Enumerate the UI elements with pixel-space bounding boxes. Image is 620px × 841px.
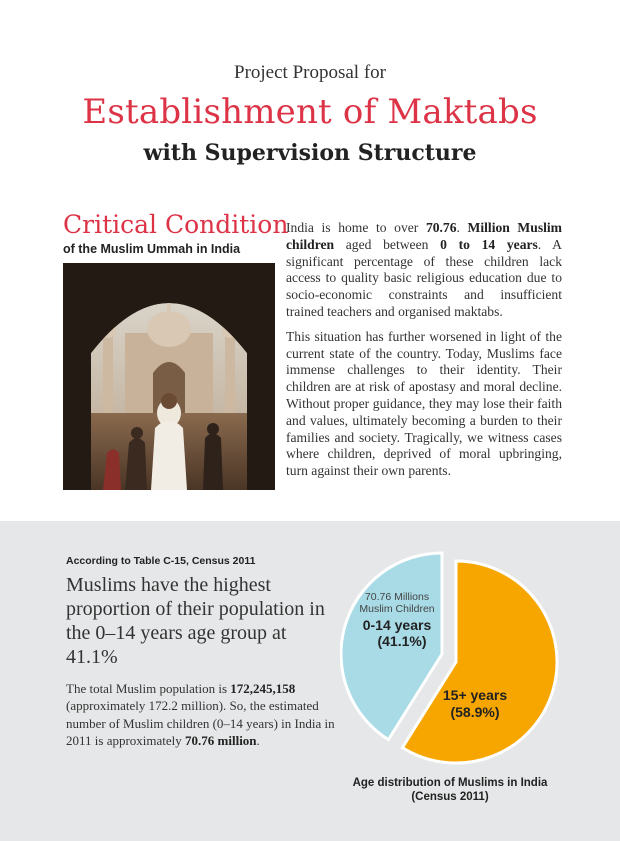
chart-caption [330, 776, 570, 804]
detail-text: The total Muslim population is [66, 681, 231, 696]
caption-line-1: Age distribution of Muslims in India [352, 777, 548, 789]
p1-bold-range: 0 to 14 years [440, 236, 538, 252]
main-title: Establishment of Maktabs [82, 92, 538, 132]
age-pie-chart [340, 548, 560, 768]
pre-title: Project Proposal for [234, 62, 386, 83]
p1-bold-phrase: Million Muslim children [286, 220, 562, 252]
detail-bold-children: 70.76 million [185, 732, 257, 748]
pie-note-line-1: 70.76 Millions [364, 591, 430, 603]
stats-headline: Muslims have the highest proportion of their population in the 0–14 years age group at 41.1% [66, 574, 325, 668]
detail-bold-population: 172,245,158 [230, 681, 296, 696]
p1-bold-number: 70.76 [425, 220, 457, 235]
mosque-illustration [63, 263, 275, 490]
header [0, 0, 620, 200]
detail-text: (approximately 172.2 million). So, the estimated number of Muslim children (0–14 years) in India in 2011 is approximately [66, 698, 335, 748]
paragraph-1 [286, 220, 562, 321]
stats-detail [66, 680, 336, 749]
detail-text: . [256, 732, 260, 748]
pie-label-15-plus: 15+ years [442, 687, 508, 703]
critical-subtitle: of the Muslim Ummah in India [63, 242, 241, 256]
p1-text: . A significant percentage of these children lack access to quality basic religious education due to socio-economic constraints and insufficient trained teachers and organised maktabs. [286, 236, 562, 319]
critical-title: Critical Condition [63, 210, 289, 239]
pie-pct-0-14: (41.1%) [377, 633, 427, 649]
critical-body [286, 220, 562, 488]
pie-label-0-14: 0-14 years [362, 617, 432, 633]
mosque-photo [63, 263, 275, 490]
p1-text: . [456, 220, 468, 235]
p1-text: aged between [334, 236, 441, 252]
census-source: According to Table C-15, Census 2011 [66, 555, 256, 567]
p1-text: India is home to over [286, 220, 426, 235]
paragraph-2: This situation has further worsened in light of the current state of the country. Today, Muslims face immense challenges to their identity. Their children are at risk of apostasy and moral decline. Without proper guidance, they may lose their faith and values, ultimately becoming a burden to their families and society. Tragically, we witness cases where children, deprived of moral upbringing, turn against their own parents. [286, 328, 562, 479]
pie-pct-15-plus: (58.9%) [450, 704, 500, 720]
caption-line-2: (Census 2011) [411, 791, 489, 803]
sub-title: with Supervision Structure [143, 140, 477, 166]
pie-note-line-2: Muslim Children [359, 603, 435, 615]
